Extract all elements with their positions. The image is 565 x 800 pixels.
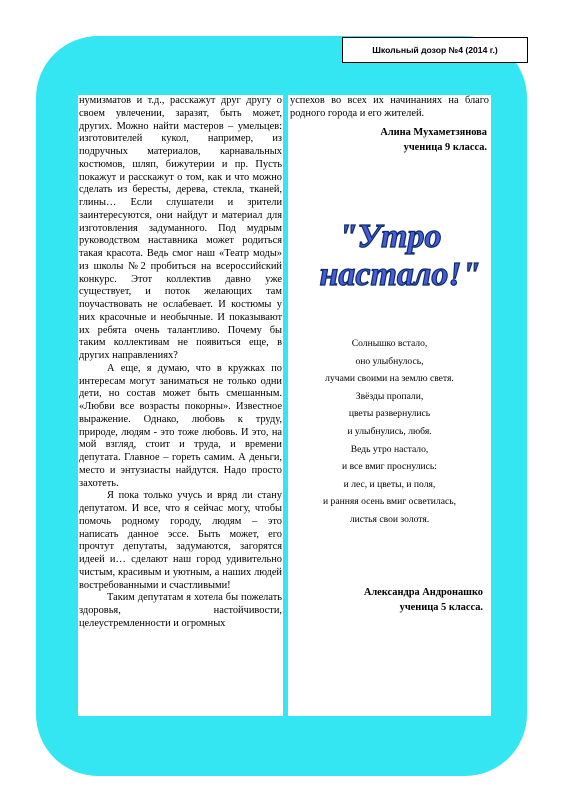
poem-line: и улыбнулись, любя. (347, 425, 432, 437)
author-name: Александра Андронашко (363, 587, 483, 598)
poem-line: листья свои золотя. (349, 513, 430, 525)
masthead: Школьный дозор №4 (2014 г.) (342, 37, 528, 63)
poem-line: Солнышко встало, (351, 338, 428, 349)
left-column (78, 95, 283, 716)
paragraph-continued: успехов во всех их начинаниях на благо родного города и его жителей. (290, 95, 489, 119)
paragraph-3: Я пока только учусь и вряд ли стану депутатом. И все, что я сейчас могу, чтобы помочь родному городу, людям – это написать данное эссе. Быть может, его прочтут депутаты, задумаются, загорятся идеей и… сделают наш город удивительно чистым, красивым и уютным, а наших людей востребованными и счастливыми! (79, 490, 282, 591)
paragraph-4: Таким депутатам я хотела бы пожелать здоровья, настойчивости, целеустремленности и огромных (79, 592, 282, 629)
poem-line: лучами своими на землю светя. (325, 373, 454, 385)
author-role: ученица 5 класса. (399, 602, 483, 613)
author-role: ученица 9 класса. (403, 141, 487, 153)
poem-title (308, 213, 488, 293)
poem-line: и ранняя осень вмиг осветилась, (323, 496, 456, 508)
poem-line: и все вмиг проснулись: (342, 461, 437, 473)
paragraph-2: А еще, я думаю, что в кружках по интересам могут заниматься не только одни дети, но состав может быть смешанным. «Любви все возрасты покорны». Известное выражение. Однако, любовь к труду, природе, людям - это тоже любовь. И это, на мой взгляд, стоит и труда, и времени депутата. Главное – гореть самим. А деньги, место и энтузиасты найдутся. Надо просто захотеть. (79, 362, 282, 489)
poem-title-line-2: настало!" (319, 256, 481, 293)
poem-line: Ведь утро настало, (350, 443, 429, 455)
author-name: Алина Мухаметзянова (380, 126, 487, 138)
paragraph-1: нумизматов и т.д., расскажут друг другу о своем увлечении, заразят, быть может, других. Можно найти мастеров – умельцев: изготовителей кукол, например, из подручных материалов, карнавальных костюмов, шляп, бижутерии и пр. Пусть покажут и расскажут о том, как и что можно сделать из бересты, дерева, стекла, тканей, глины… Если слушатели и зрители заинтересуются, они найдут и материал для изготовления задуманного. Под мудрым руководством наставника может родиться такая красота. Ведь смог наш «Театр моды» из школы №2 пробиться на всероссийский конкурс. Этот коллектив давно уже существует, и поток желающих там поучаствовать не ослабевает. И костюмы у них красочные и необычные. И показывают их ребята очень талантливо. Почему бы таким коллективам не появиться еще, в других направлениях? (79, 95, 282, 361)
poem-line: оно улыбнулось, (355, 355, 424, 367)
signature-2 (288, 585, 487, 615)
poem (288, 335, 491, 529)
poem-line: и лес, и цветы, и поля, (343, 478, 436, 490)
signature-1 (288, 125, 491, 155)
right-column (288, 95, 491, 716)
poem-line: Звёзды пропали, (355, 390, 424, 402)
poem-title-line-1: "Утро (338, 218, 442, 255)
poem-line: цветы развернулись (348, 408, 431, 420)
